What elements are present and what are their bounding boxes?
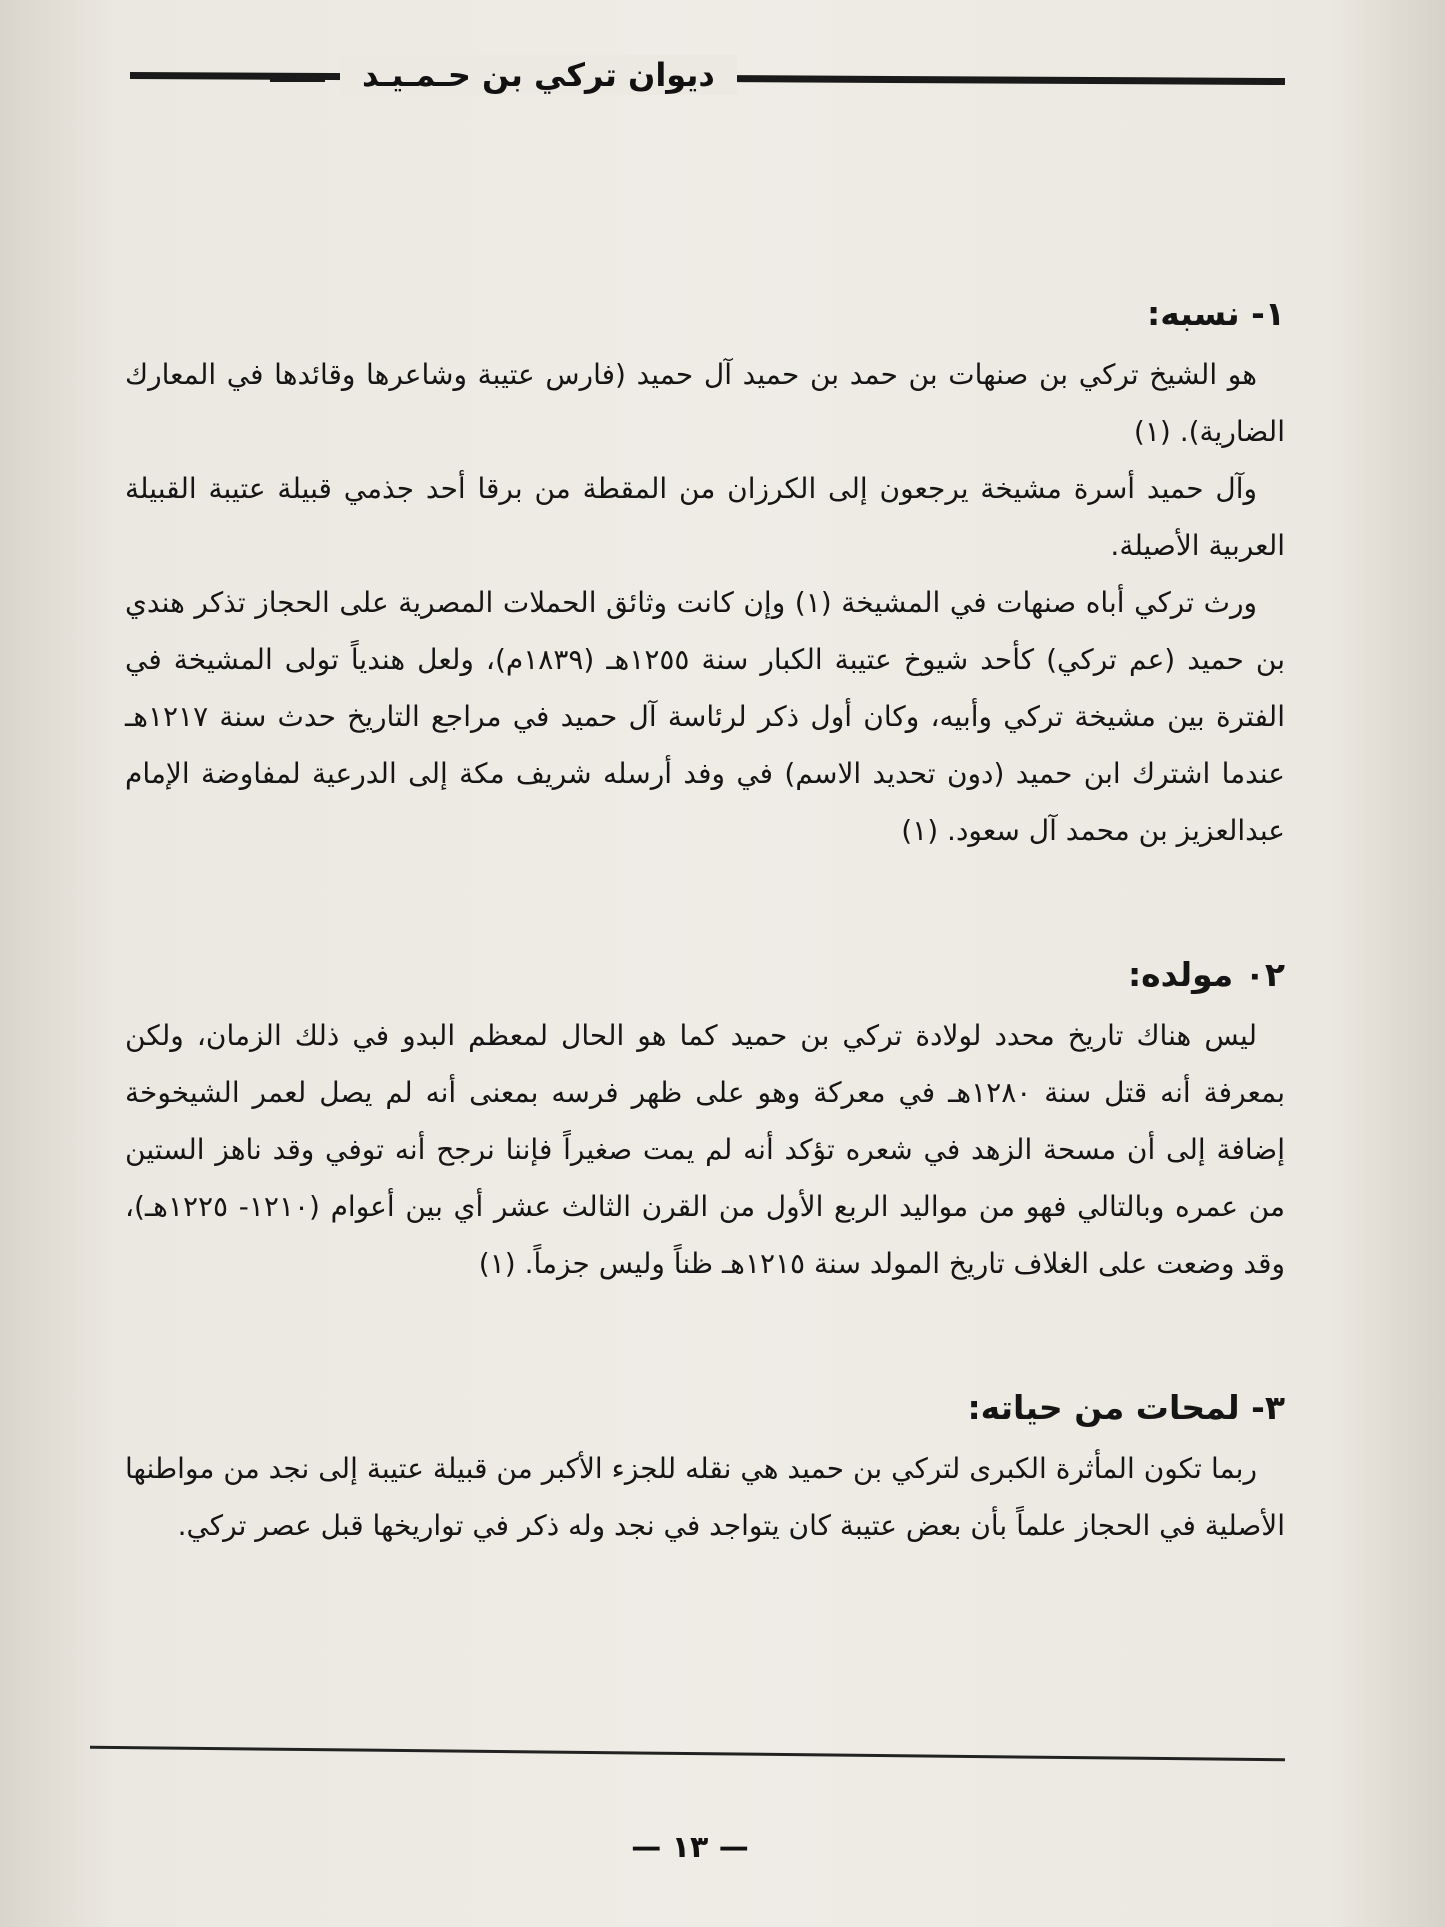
paragraph: هو الشيخ تركي بن صنهات بن حمد بن حميد آل حميد (فارس عتيبة وشاعرها وقائدها في المعارك الضارية). (١)	[125, 358, 1285, 448]
running-header	[130, 55, 1285, 95]
section-heading: ١- نسبه:	[1147, 294, 1285, 333]
header-dash	[270, 75, 325, 82]
footer-rule	[90, 1746, 1285, 1762]
section-life	[125, 1384, 1285, 1554]
section-heading: ٠٢ مولده:	[1127, 955, 1285, 994]
page-number: — ١٣ —	[631, 1830, 749, 1865]
page-body	[125, 290, 1285, 1646]
header-title: ديوان تركي بن حـمـيـد	[340, 55, 737, 95]
section-lineage	[125, 290, 1285, 859]
paragraph: ليس هناك تاريخ محدد لولادة تركي بن حميد كما هو الحال لمعظم البدو في ذلك الزمان، ولكن بمعرفة أنه قتل سنة ١٢٨٠هـ في معركة وهو على ظهر فرسه بمعنى أنه لم يصل لعمر الشيخوخة إضافة إلى أن مسحة الزهد في شعره تؤكد أنه لم يمت صغيراً فإننا نرجح أنه توفي وقد ناهز الستين من عمره وبالتالي فهو من مواليد الربع الأول من القرن الثالث عشر أي بين أعوام (١٢١٠- ١٢٢٥هـ)، وقد وضعت على الغلاف تاريخ المولد سنة ١٢١٥هـ ظناً وليس جزماً. (١)	[125, 1019, 1286, 1280]
paragraph: ربما تكون المأثرة الكبرى لتركي بن حميد هي نقله للجزء الأكبر من قبيلة عتيبة إلى نجد من مواطنها الأصلية في الحجاز علماً بأن بعض عتيبة كان يتواجد في نجد وله ذكر في تواريخها قبل عصر تركي.	[125, 1452, 1285, 1542]
section-birth	[125, 951, 1285, 1292]
paragraph: ورث تركي أباه صنهات في المشيخة (١) وإن كانت وثائق الحملات المصرية على الحجاز تذكر هندي بن حميد (عم تركي) كأحد شيوخ عتيبة الكبار سنة ١٢٥٥هـ (١٨٣٩م)، ولعل هندياً تولى المشيخة في الفترة بين مشيخة تركي وأبيه، وكان أول ذكر لرئاسة آل حميد في مراجع التاريخ حدث سنة ١٢١٧هـ عندما اشترك ابن حميد (دون تحديد الاسم) في وفد أرسله شريف مكة إلى الدرعية لمفاوضة الإمام عبدالعزيز بن محمد آل سعود. (١)	[125, 586, 1285, 847]
section-heading: ٣- لمحات من حياته:	[967, 1388, 1285, 1427]
paragraph: وآل حميد أسرة مشيخة يرجعون إلى الكرزان من المقطة من برقا أحد جذمي قبيلة عتيبة القبيلة العربية الأصيلة.	[125, 472, 1285, 562]
